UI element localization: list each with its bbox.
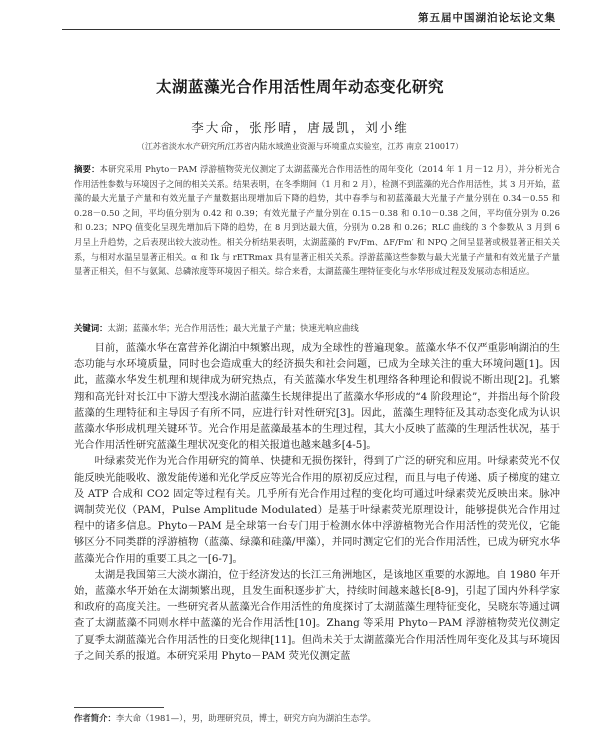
footnote-label: 作者简介： [74, 713, 116, 723]
abstract-label: 摘要： [74, 164, 100, 174]
keywords-label: 关键词： [74, 323, 108, 333]
running-head: 第五届中国湖泊论坛论文集 [418, 12, 556, 24]
keywords-text: 太湖；蓝藻水华；光合作用活性；最大光量子产量；快速光响应曲线 [107, 323, 359, 333]
header-rule [62, 29, 560, 30]
author-footnote [74, 712, 560, 724]
body-paragraph: 太湖是我国第三大淡水湖泊，位于经济发达的长江三角洲地区，是该地区重要的水源地。自 1980 年开始，蓝藻水华开始在太湖频繁出现，且发生面积逐步扩大，持续时间越来越长[8-9]，引起了国内外科学家和政府的高度关注。一些研究者从蓝藻光合作用活性的角度探讨了太湖蓝藻生理特征变化，吴晓东等通过调查了太湖蓝藻不同则水样中蓝藻的光合作用活性[10]。Zhang 等采用 Phyto－PAM 浮游植物荧光仪测定了夏季太湖蓝藻光合作用活性的日变化规律[11]。但尚未关于太湖蓝藻光合作用活性周年变化及其与环境因子之间关系的报道。本研究采用 Phyto－PAM 荧光仪测定蓝 [74, 568, 560, 662]
abstract-text: 本研究采用 Phyto－PAM 浮游植物荧光仪测定了太湖蓝藻光合作用活性的周年变化（2014 年 1 月－12 月），并分析光合作用活性参数与环境因子之间的相关关系。结果表明，在冬季期间（1 月和 2 月），检测不到蓝藻的光合作用活性，其 3 月开始，蓝藻的最大光量子产量和有效光量子产量数据出现增加后下降的趋势，其中春季与和初蓝藻最大光量子产量分别在 0.34－0.55 和 0.28－0.50 之间，平均值分别为 0.42 和 0.39；有效光量子产量分别在 0.15－0.38 和 0.10－0.38 之间，平均值分别为 0.26 和 0.23；NPQ 值变化呈现先增加后下降的趋势，在 8 月到达最大值，分别为 0.28 和 0.26；RLC 曲线的 3 个参数从 3 月到 6 月呈上升趋势，之后表现出较大波动性。相关分析结果表明，太湖蓝藻的 Fv/Fm、ΔF/Fm′ 和 NPQ 之间呈显著或极显著正相关关系，与相对水温呈显著正相关。α 和 Ik 与 rETRmax 具有显著正相关关系。浮游蓝藻这些参数与最大光量子产量和有效光量子产量显著正相关，但不与氨氮、总磷浓度等环境因子相关。综合来看，太湖蓝藻生理特征变化与水华形成过程及发展动态相适应。 [74, 164, 561, 277]
body-text [74, 340, 560, 664]
author-list: 李大命，张彤晴，唐晟凯，刘小维 [191, 120, 409, 135]
body-paragraph: 目前，蓝藻水华在富营养化湖泊中频繁出现，成为全球性的普遍现象。蓝藻水华不仅严重影响湖泊的生态功能与水环境质量，同时也会造成重大的经济损失和社会问题，已成为全球关注的重大环境问题[1]。因此，蓝藻水华发生机理和规律成为研究热点，有关蓝藻水华发生机理络各种理论和假说不断出现[2]。孔繁翔和高光针对长江中下游大型浅水湖泊蓝藻生长规律提出了蓝藻水华形成的“4 阶段理论”，并指出每个阶段蓝藻的生理特征和主导因子有所不同，应进行针对性研究[3]。因此，蓝藻生理特征及其动态变化成为认识蓝藻水华形成机理关键环节。光合作用是蓝藻最基本的生理过程，其大小反映了蓝藻的生理活性状况，基于光合作用活性研究蓝藻生理状况变化的相关报道也越来越多[4-5]。 [74, 342, 560, 452]
footnote-text: 李大命（1981—），男，助理研究员，博士，研究方向为湖泊生态学。 [115, 713, 376, 723]
keywords [74, 321, 560, 335]
footnote-rule [74, 707, 164, 708]
abstract [74, 162, 560, 279]
affiliation: （江苏省淡水水产研究所/江苏省内陆水域渔业资源与环境重点实验室，江苏 南京 210017） [136, 142, 464, 151]
body-paragraph: 叶绿素荧光作为光合作用研究的简单、快捷和无损伤探针，得到了广泛的研究和应用。叶绿素荧光不仅能反映光能吸收、激发能传递和光化学反应等光合作用的原初反应过程，而且与电子传递、质子梯度的建立及 ATP 合成和 CO2 固定等过程有关。几乎所有光合作用过程的变化均可通过叶绿素荧光反映出来。脉冲调制荧光仪（PAM，Pulse Amplitude Modulated）是基于叶绿素荧光原理设计，能够提供光合作用过程中的诸多信息。Phyto－PAM 是全球第一台专门用于检测水体中浮游植物光合作用活性的荧光仪，它能够区分不同类群的浮游植物（蓝藻、绿藻和硅藻/甲藻），并同时测定它们的光合作用活性，已成为研究水华蓝藻光合作用的重要工具之一[6-7]。 [74, 455, 560, 565]
paper-title: 太湖蓝藻光合作用活性周年动态变化研究 [155, 78, 444, 96]
